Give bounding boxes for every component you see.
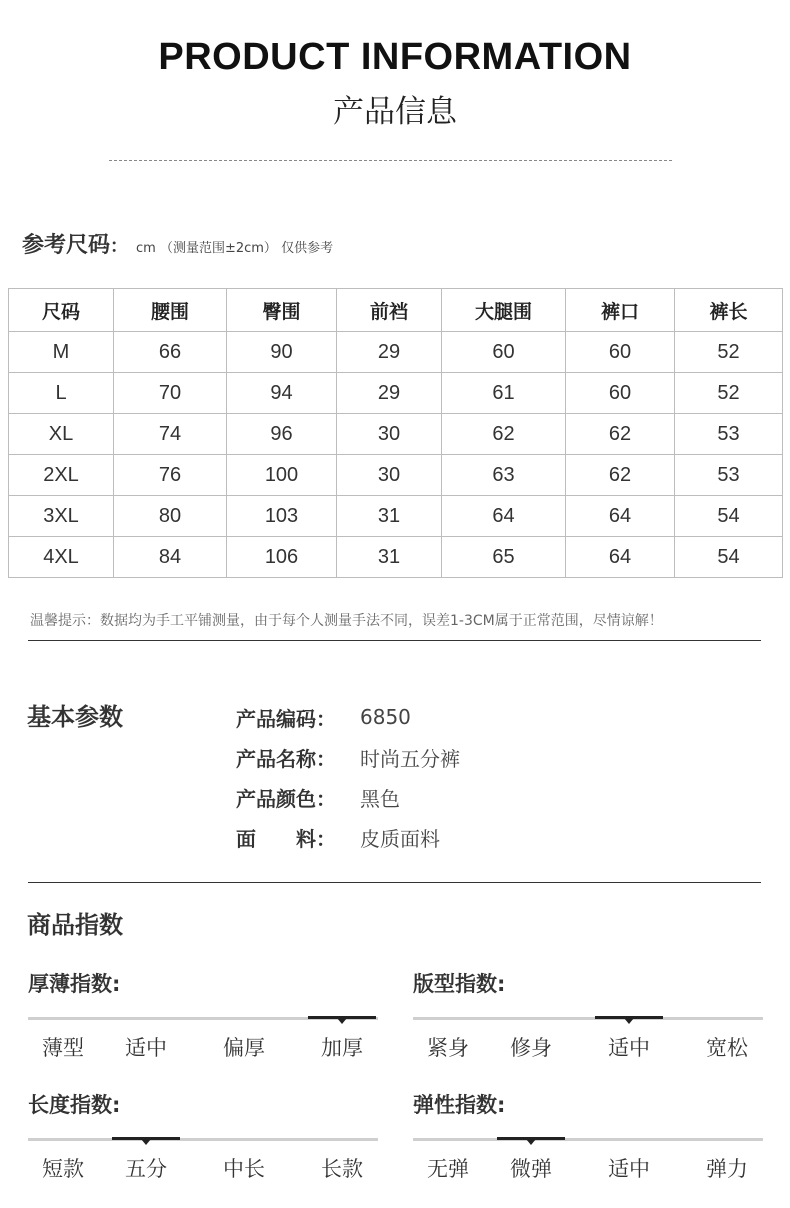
table-cell: 52 [675, 373, 783, 414]
scale-options [413, 1153, 763, 1183]
table-cell: 62 [566, 414, 675, 455]
table-cell: 61 [442, 373, 566, 414]
size-section-note: cm （测量范围±2cm） 仅供参考 [136, 241, 334, 256]
table-cell: 80 [114, 496, 227, 537]
table-cell: 54 [675, 537, 783, 578]
param-row-name [236, 737, 460, 777]
scale-options [28, 1153, 378, 1183]
scale-track [28, 1017, 378, 1020]
table-cell: 3XL [9, 496, 114, 537]
scale-selected-marker [497, 1137, 565, 1140]
size-table-header-row [9, 289, 783, 332]
scale-option: 加厚 [321, 1036, 363, 1060]
param-value: 黑色 [360, 786, 400, 811]
table-cell: 76 [114, 455, 227, 496]
param-row-code [236, 697, 460, 737]
table-cell: 66 [114, 332, 227, 373]
table-cell: 100 [227, 455, 337, 496]
size-section-title: 参考尺码 [22, 233, 111, 258]
length-index-scale [28, 1089, 378, 1183]
scale-option: 适中 [608, 1157, 650, 1181]
table-cell: 30 [337, 455, 442, 496]
table-cell: 96 [227, 414, 337, 455]
scale-title: 弹性指数: [413, 1093, 506, 1117]
table-cell: 30 [337, 414, 442, 455]
size-table-header-cell: 臀围 [227, 289, 337, 332]
param-value: 皮质面料 [360, 826, 440, 851]
table-cell: 29 [337, 332, 442, 373]
scale-track [413, 1017, 763, 1020]
table-cell: 94 [227, 373, 337, 414]
table-cell: 60 [566, 332, 675, 373]
scale-track [28, 1138, 378, 1141]
table-row [9, 414, 783, 455]
basic-params-title: 基本参数 [27, 703, 123, 731]
basic-params-list [236, 697, 460, 857]
table-cell: 60 [442, 332, 566, 373]
scale-selected-marker [595, 1016, 663, 1019]
table-cell: 90 [227, 332, 337, 373]
thickness-index-scale [28, 968, 378, 1062]
table-row [9, 537, 783, 578]
table-cell: 74 [114, 414, 227, 455]
table-cell: 64 [566, 496, 675, 537]
table-cell: 53 [675, 414, 783, 455]
basic-params-divider [28, 882, 761, 883]
table-cell: 103 [227, 496, 337, 537]
param-label: 产品编码： [236, 706, 336, 731]
table-cell: 60 [566, 373, 675, 414]
scale-option: 微弹 [510, 1157, 552, 1181]
table-cell: 53 [675, 455, 783, 496]
size-table-header-cell: 尺码 [9, 289, 114, 332]
table-cell: 64 [442, 496, 566, 537]
elasticity-index-scale [413, 1089, 763, 1183]
scale-title: 长度指数: [28, 1093, 121, 1117]
table-cell: 4XL [9, 537, 114, 578]
table-cell: 29 [337, 373, 442, 414]
page-title-english: PRODUCT INFORMATION [158, 36, 632, 78]
scale-option: 紧身 [427, 1036, 469, 1060]
product-index-title: 商品指数 [27, 911, 123, 939]
table-row [9, 373, 783, 414]
scale-option: 宽松 [706, 1036, 748, 1060]
param-label: 产品名称： [236, 746, 336, 771]
scale-option: 长款 [321, 1157, 363, 1181]
scale-options [28, 1032, 378, 1062]
title-divider [109, 160, 672, 161]
scale-option: 无弹 [427, 1157, 469, 1181]
table-cell: 31 [337, 537, 442, 578]
scale-option: 中长 [223, 1157, 265, 1181]
scale-option: 短款 [42, 1157, 84, 1181]
size-table-header-cell: 腰围 [114, 289, 227, 332]
table-cell: 54 [675, 496, 783, 537]
table-cell: 52 [675, 332, 783, 373]
table-cell: 84 [114, 537, 227, 578]
table-row [9, 332, 783, 373]
param-value: 6850 [360, 705, 411, 729]
size-table-header-cell: 大腿围 [442, 289, 566, 332]
param-row-color [236, 777, 460, 817]
param-row-fabric [236, 817, 460, 857]
size-table [8, 288, 783, 578]
table-cell: 62 [442, 414, 566, 455]
measurement-tip: 温馨提示：数据均为手工平铺测量，由于每个人测量手法不同，误差1-3CM属于正常范围，尽情谅解！ [30, 613, 663, 629]
page-title-chinese: 产品信息 [333, 94, 457, 130]
table-cell: 62 [566, 455, 675, 496]
table-cell: 31 [337, 496, 442, 537]
param-value: 时尚五分裤 [360, 746, 460, 771]
size-section-colon: ： [110, 236, 129, 257]
scale-selected-marker [112, 1137, 180, 1140]
table-cell: 70 [114, 373, 227, 414]
size-table-header-cell: 裤口 [566, 289, 675, 332]
table-row [9, 455, 783, 496]
table-cell: 2XL [9, 455, 114, 496]
table-cell: 63 [442, 455, 566, 496]
table-cell: 64 [566, 537, 675, 578]
scale-title: 厚薄指数: [28, 972, 121, 996]
scale-title: 版型指数: [413, 972, 506, 996]
size-table-header-cell: 裤长 [675, 289, 783, 332]
scale-option: 弹力 [706, 1157, 748, 1181]
scale-option: 适中 [125, 1036, 167, 1060]
size-section-heading [22, 228, 333, 259]
table-cell: XL [9, 414, 114, 455]
scale-track [413, 1138, 763, 1141]
scale-option: 适中 [608, 1036, 650, 1060]
scale-option: 五分 [125, 1157, 167, 1181]
size-table-header-cell: 前裆 [337, 289, 442, 332]
scale-option: 偏厚 [223, 1036, 265, 1060]
table-cell: 106 [227, 537, 337, 578]
param-label: 面 料： [236, 826, 336, 851]
table-cell: L [9, 373, 114, 414]
table-cell: M [9, 332, 114, 373]
fit-index-scale [413, 968, 763, 1062]
scale-selected-marker [308, 1016, 376, 1019]
param-label: 产品颜色： [236, 786, 336, 811]
scale-option: 修身 [510, 1036, 552, 1060]
tip-divider [28, 640, 761, 641]
table-cell: 65 [442, 537, 566, 578]
table-row [9, 496, 783, 537]
scale-option: 薄型 [42, 1036, 84, 1060]
scale-options [413, 1032, 763, 1062]
